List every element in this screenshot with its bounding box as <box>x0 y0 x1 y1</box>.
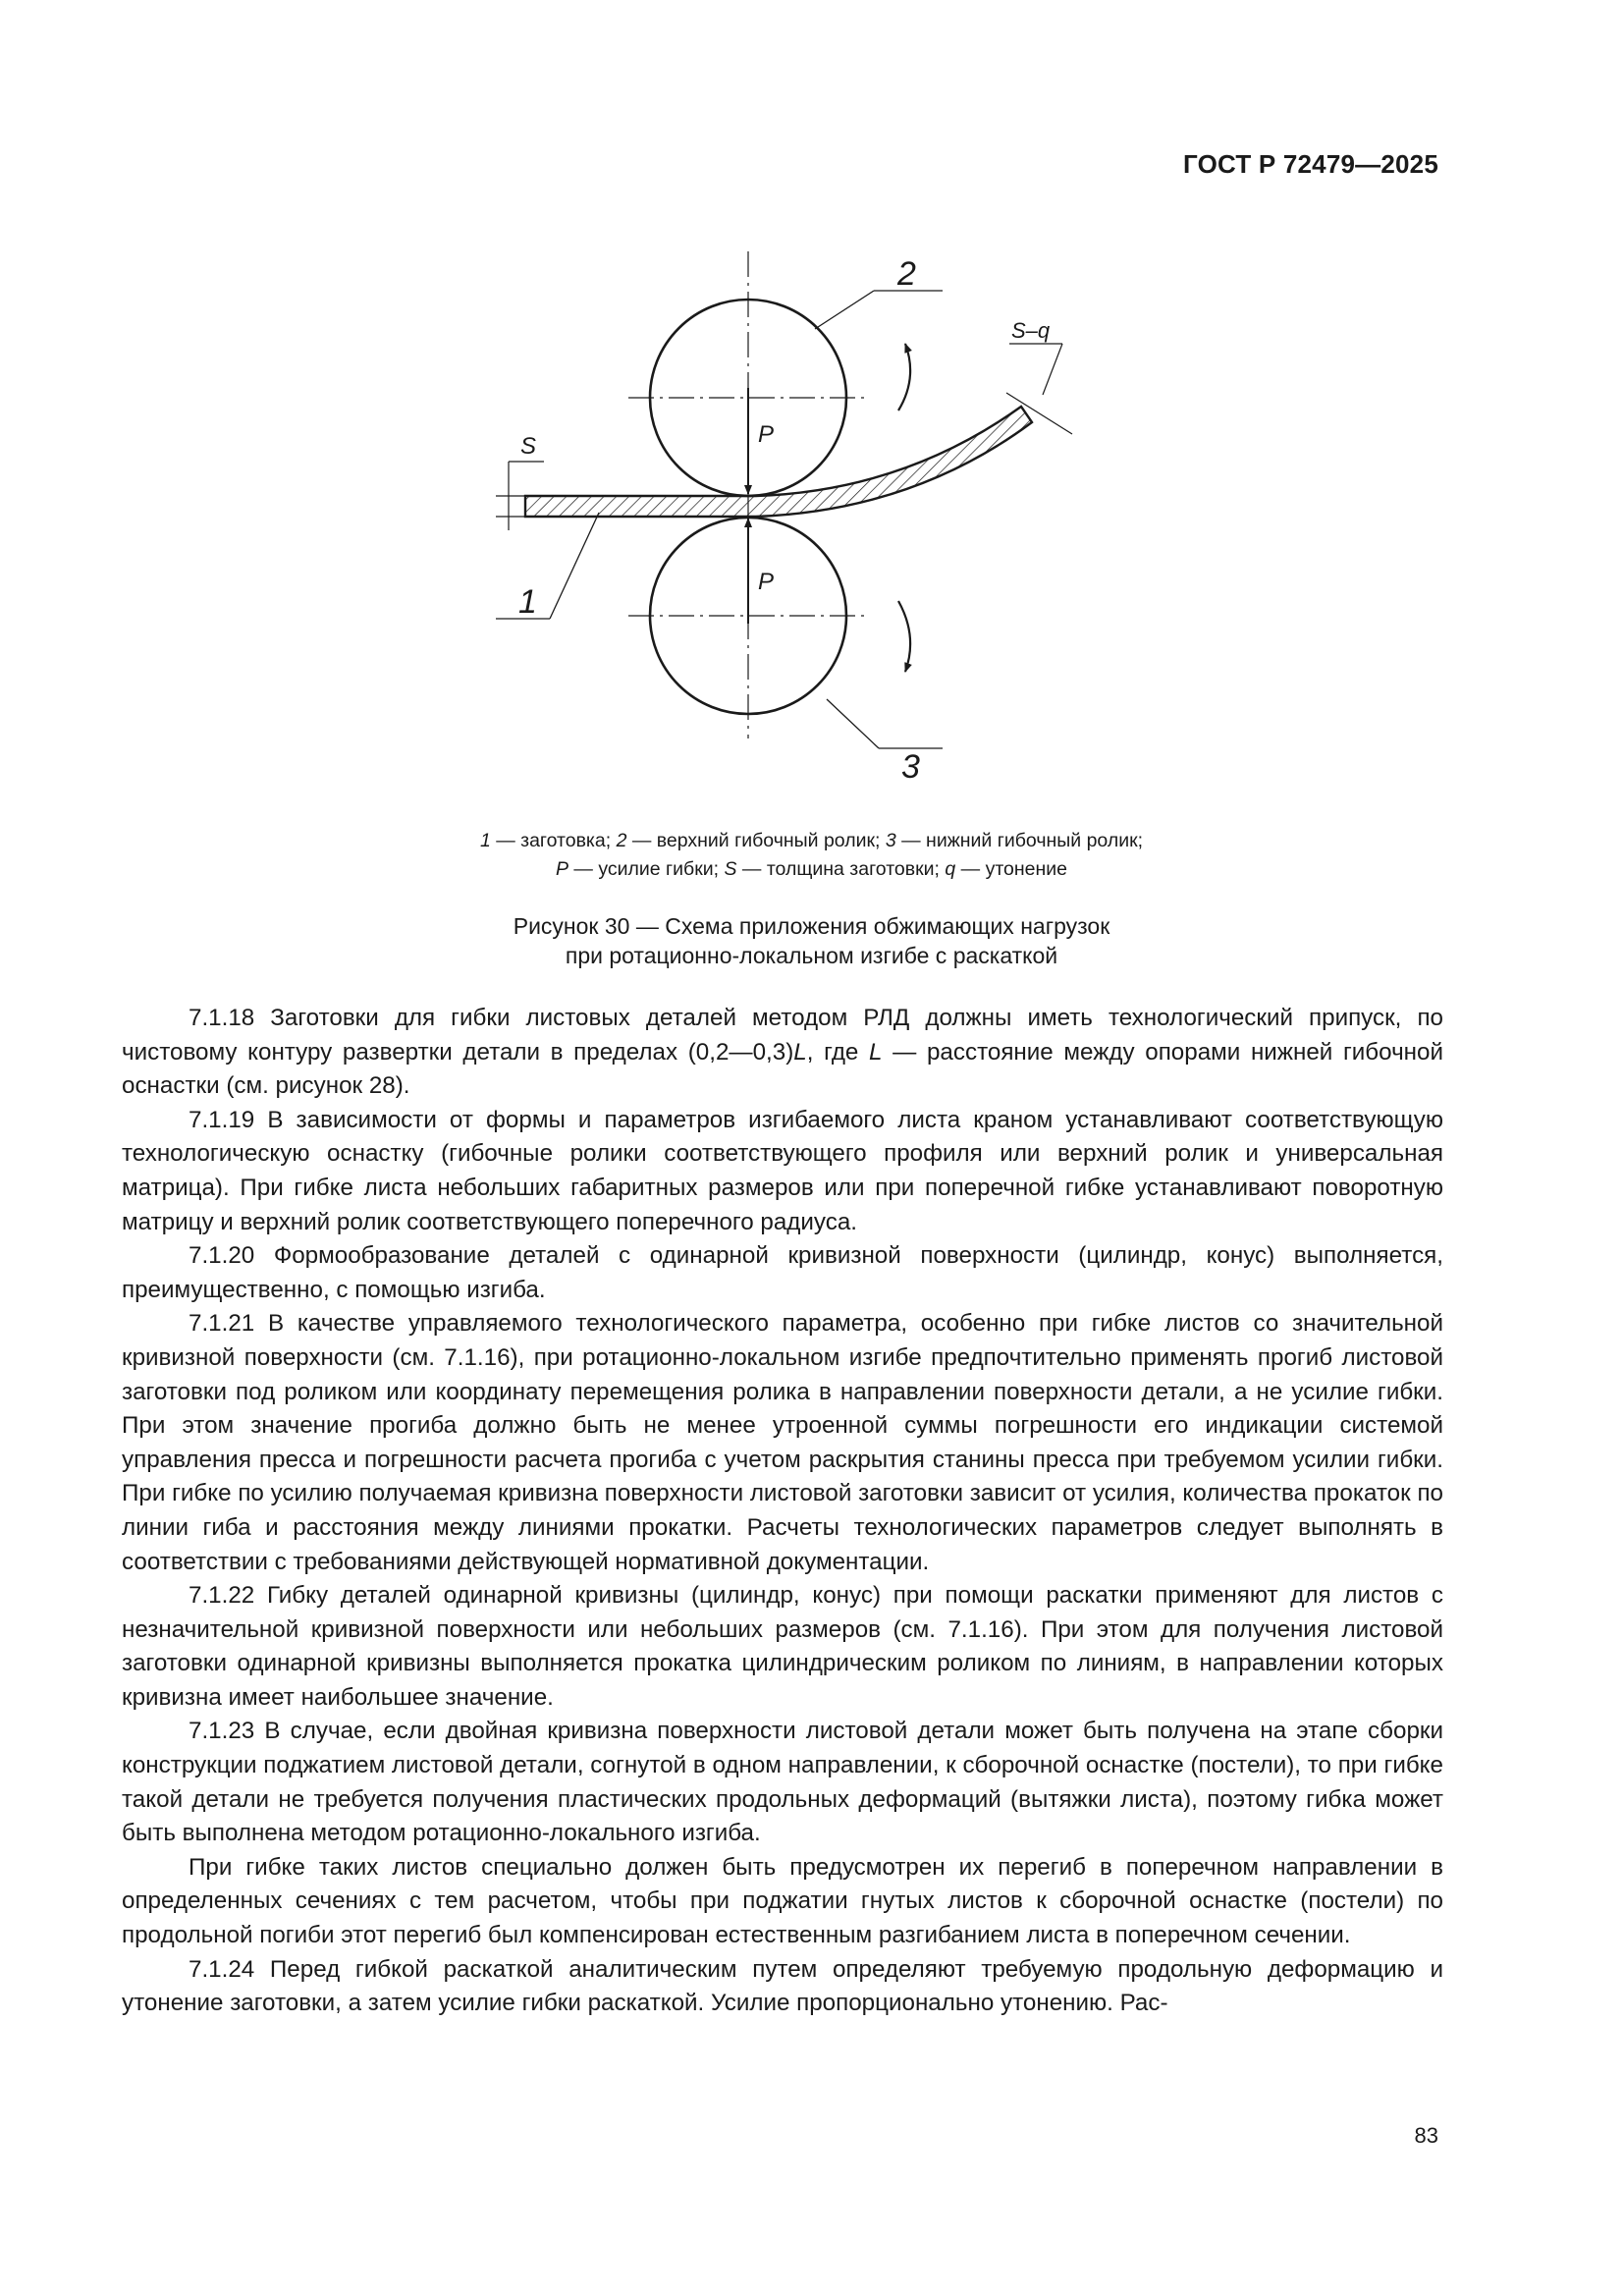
rotation-arrow-lower <box>898 601 910 672</box>
label-force-bottom: P <box>758 569 775 595</box>
rolling-scheme-drawing <box>0 236 1623 815</box>
blank-sheet <box>525 407 1032 517</box>
paragraph-7-1-18 <box>122 1002 1443 1104</box>
legend-line-2 <box>0 855 1623 884</box>
paragraph-7-1-20 <box>122 1239 1443 1307</box>
paragraph-7-1-22 <box>122 1579 1443 1715</box>
label-force-top: P <box>758 421 775 448</box>
standard-designation: ГОСТ Р 72479—2025 <box>1183 149 1438 179</box>
paragraph-7-1-24 <box>122 1953 1443 2021</box>
text-run: — заготовка; <box>490 830 617 851</box>
text-run: — расстояние между опорами нижней гибочной оснастки (см. рисунок 28). <box>122 1038 1443 1100</box>
text-run: — верхний гибочный ролик; <box>626 830 886 851</box>
text-run: 7.1.22 Гибку деталей одинарной кривизны (цилиндр, конус) при помощи раскатки применяют для листов с незначительной кривизной поверхности или небольших размеров (см. 7.1.16). При этом для получения листовой заготовки одинарной кривизны выполняется прокатка цилиндрическим роликом по линиям, в направлении которых кривизна имеет наибольшее значение. <box>122 1582 1443 1711</box>
italic-symbol: q <box>945 858 956 880</box>
text-run: 7.1.18 Заготовки для гибки листовых деталей методом РЛД должны иметь технологический припуск, по чистовому контуру развертки детали в пределах (0,2—0,3) <box>122 1005 1443 1066</box>
leader-part-3 <box>827 699 879 748</box>
text-run: — утонение <box>955 858 1067 880</box>
text-run: , где <box>806 1038 870 1066</box>
label-part-1: 1 <box>518 583 537 621</box>
leader-part-2 <box>815 291 874 329</box>
text-run: 7.1.19 В зависимости от формы и параметров изгибаемого листа краном устанавливают соответствующую технологическую оснастку (гибочные ролики соответствующего профиля или верхний ролик и универсальная матрица). При гибке листа небольших габаритных размеров или при поперечной гибке устанавливают поворотную матрицу и верхний ролик соответствующего поперечного радиуса. <box>122 1106 1443 1235</box>
figure-caption <box>0 911 1623 970</box>
paragraph-7-1-21 <box>122 1307 1443 1579</box>
leader-part-1 <box>550 513 599 619</box>
body-text <box>122 1002 1443 2021</box>
rotation-arrow-upper <box>898 344 910 410</box>
text-run: 7.1.20 Формообразование деталей с одинарной кривизной поверхности (цилиндр, конус) выполняется, преимущественно, с помощью изгиба. <box>122 1242 1443 1303</box>
italic-symbol: 1 <box>479 830 491 851</box>
figure-30 <box>0 236 1623 815</box>
italic-symbol: S <box>724 858 737 880</box>
label-part-3: 3 <box>901 748 920 786</box>
label-part-2: 2 <box>897 255 916 293</box>
italic-symbol: L <box>793 1038 807 1066</box>
caption-line-1: Рисунок 30 — Схема приложения обжимающих нагрузок <box>513 913 1110 939</box>
figure-legend <box>0 827 1623 884</box>
text-run: При гибке таких листов специально должен быть предусмотрен их перегиб в поперечном направлении в определенных сечениях с тем расчетом, чтобы при поджатии гнутых листов к сборочной оснастке (постели) по продольной погиби этот перегиб был компенсирован естественным разгибанием листа в поперечном сечении. <box>122 1853 1443 1949</box>
text-run: 7.1.24 Перед гибкой раскаткой аналитическим путем определяют требуемую продольную деформацию и утонение заготовки, а затем усилие гибки раскаткой. Усилие пропорционально утонению. Рас- <box>122 1955 1443 2017</box>
legend-line-1 <box>0 827 1623 855</box>
text-run: — нижний гибочный ролик; <box>895 830 1144 851</box>
italic-symbol: L <box>869 1038 883 1066</box>
label-thickness: S <box>520 433 537 460</box>
italic-symbol: 2 <box>616 830 627 851</box>
text-run: — толщина заготовки; <box>736 858 946 880</box>
italic-symbol: P <box>555 858 568 880</box>
dimension-sq-leader <box>1043 344 1062 395</box>
paragraph-7-1-23-cont <box>122 1851 1443 1953</box>
text-run: 7.1.21 В качестве управляемого технологического параметра, особенно при гибке листов со значительной кривизной поверхности (см. 7.1.16), при ротационно-локальном изгибе предпочтительно применять прогиб листовой заготовки под роликом или координату перемещения ролика в направлении поверхности детали, а не усилие гибки. При этом значение прогиба должно быть не менее утроенной суммы погрешности его индикации системой управления пресса и погрешности расчета прогиба с учетом раскрытия станины пресса при требуемом усилии гибки. При гибке по усилию получаемая кривизна поверхности листовой заготовки зависит от усилия, количества прокаток по линии гиба и расстояния между линиями прокатки. Расчеты технологических параметров следует выполнять в соответствии с требованиями действующей нормативной документации. <box>122 1310 1443 1575</box>
page-number: 83 <box>1414 2123 1438 2148</box>
paragraph-7-1-19 <box>122 1104 1443 1239</box>
label-thinned-thickness: S–q <box>1011 318 1051 343</box>
text-run: 7.1.23 В случае, если двойная кривизна поверхности листовой детали может быть получена на этапе сборки конструкции поджатием листовой детали, согнутой в одном направлении, к сборочной оснастке (постели), то при гибке такой детали не требуется получения пластических продольных деформаций (вытяжки листа), поэтому гибка может быть выполнена методом ротационно-локального изгиба. <box>122 1718 1443 1847</box>
paragraph-7-1-23 <box>122 1715 1443 1850</box>
italic-symbol: 3 <box>885 830 896 851</box>
caption-line-2: при ротационно-локальном изгибе с раскаткой <box>565 943 1058 968</box>
text-run: — усилие гибки; <box>568 858 725 880</box>
